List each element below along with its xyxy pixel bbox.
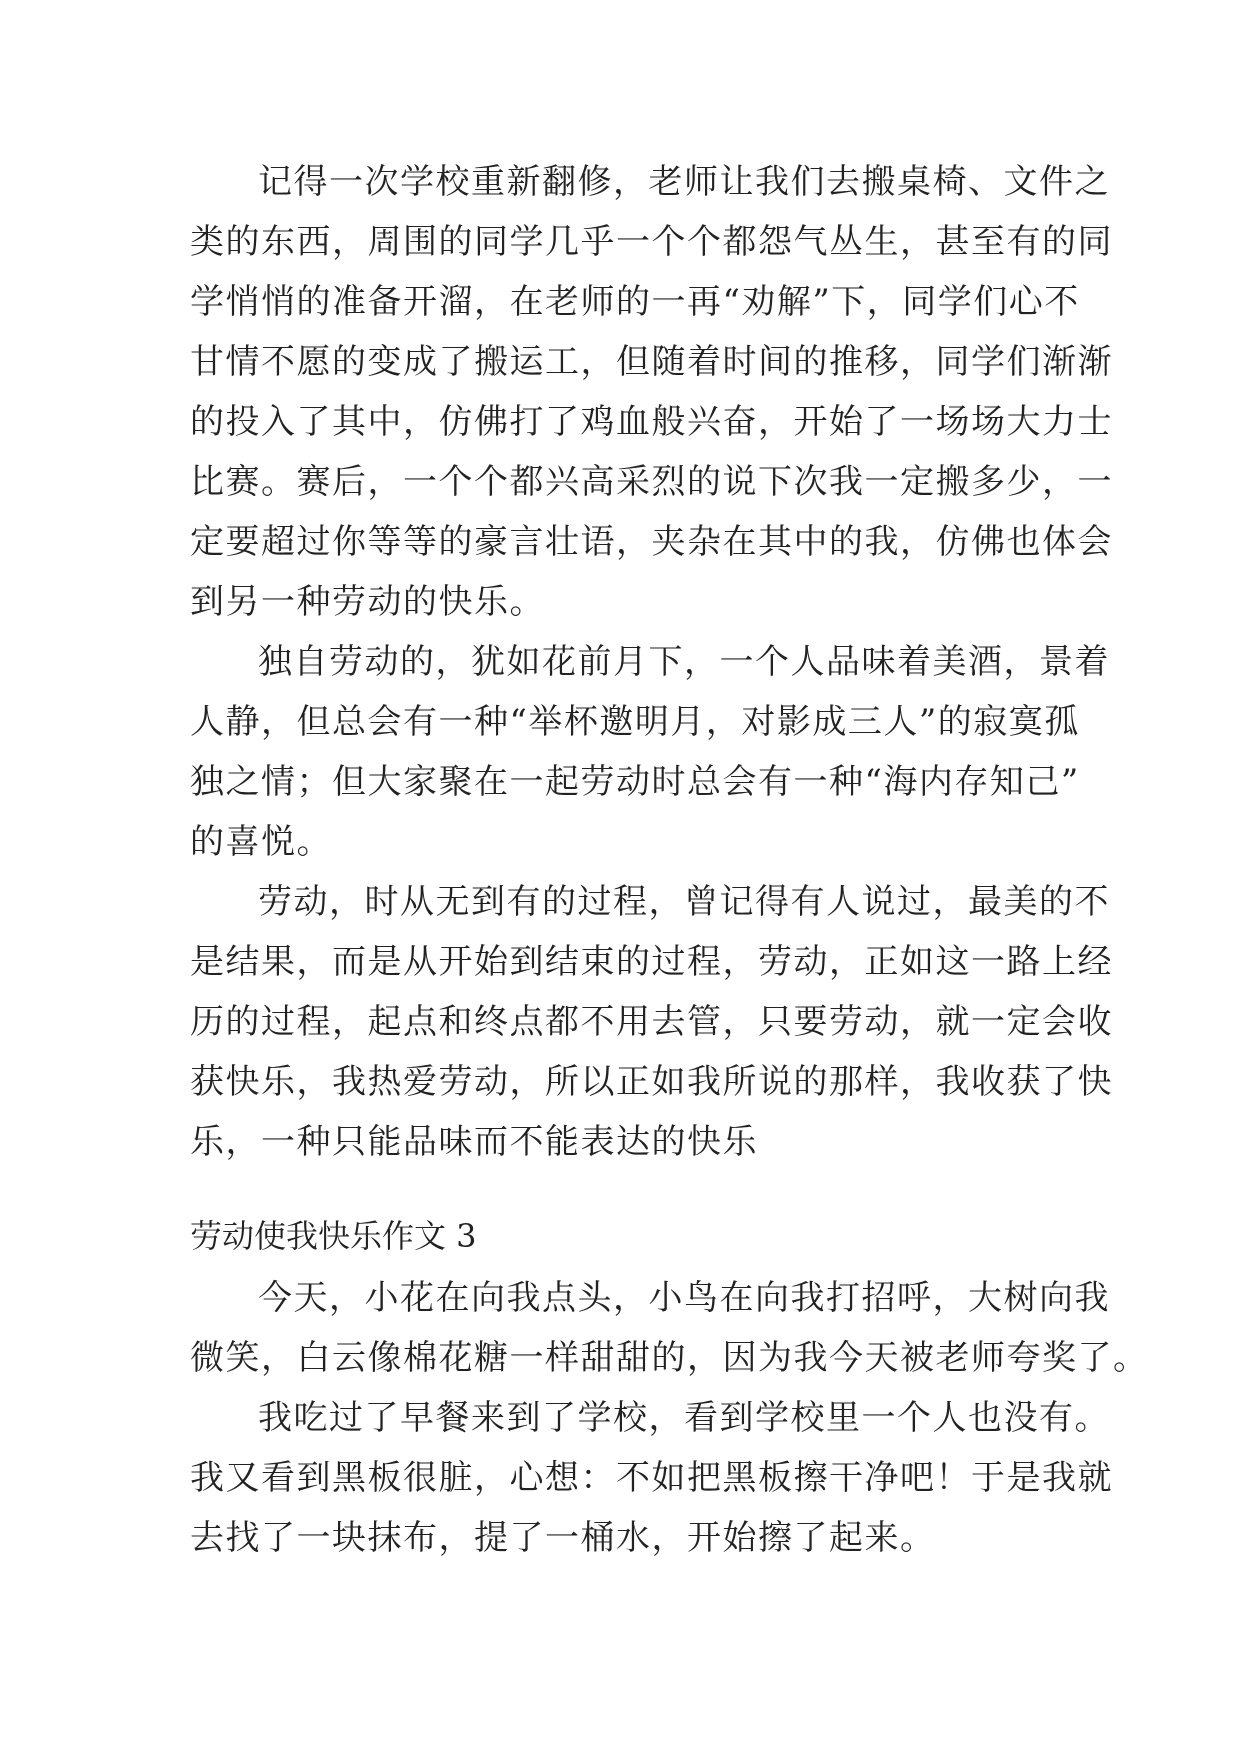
text-line: 微笑，白云像棉花糖一样甜甜的，因为我今天被老师夸奖了。 [190,1338,1149,1378]
text-line: 是结果，而是从开始到结束的过程，劳动，正如这一路上经 [190,942,1113,982]
text-line: 人静，但总会有一种“举杯邀明月，对影成三人”的寂寞孤 [190,702,1080,742]
text-line: 今天，小花在向我点头，小鸟在向我打招呼，大树向我 [258,1278,1110,1318]
text-line: 记得一次学校重新翻修，老师让我们去搬桌椅、文件之 [258,162,1110,202]
text-line: 的投入了其中，仿佛打了鸡血般兴奋，开始了一场场大力士 [190,402,1113,442]
paragraph-working-alone [190,632,1110,872]
section-heading-block [190,1206,1060,1266]
text-line: 我吃过了早餐来到了学校，看到学校里一个人也没有。 [258,1398,1110,1438]
text-line: 劳动，时从无到有的过程，曾记得有人说过，最美的不 [258,882,1110,922]
text-line: 定要超过你等等的豪言壮语，夹杂在其中的我，仿佛也体会 [190,522,1113,562]
text-line: 甘情不愿的变成了搬运工，但随着时间的推移，同学们渐渐 [190,342,1113,382]
text-line: 获快乐，我热爱劳动，所以正如我所说的那样，我收获了快 [190,1062,1113,1102]
text-line: 学悄悄的准备开溜，在老师的一再“劝解”下，同学们心不 [190,282,1080,322]
text-line: 独之情；但大家聚在一起劳动时总会有一种“海内存知己” [190,762,1080,802]
text-line: 乐，一种只能品味而不能表达的快乐 [190,1122,758,1162]
text-line: 去找了一块抹布，提了一桶水，开始擦了起来。 [190,1518,936,1558]
text-line: 到另一种劳动的快乐。 [190,582,545,622]
section-heading: 劳动使我快乐作文 3 [190,1217,477,1255]
text-line: 历的过程，起点和终点都不用去管，只要劳动，就一定会收 [190,1002,1113,1042]
text-line: 我又看到黑板很脏，心想：不如把黑板擦干净吧！于是我就 [190,1458,1113,1498]
paragraph-praise [190,1268,1149,1388]
paragraph-blackboard [190,1388,1113,1568]
paragraph-process [190,872,1113,1172]
paragraph-renovation [190,152,1113,632]
text-line: 独自劳动的，犹如花前月下，一个人品味着美酒，景着 [258,642,1110,682]
text-line: 比赛。赛后，一个个都兴高采烈的说下次我一定搬多少，一 [190,462,1113,502]
text-line: 的喜悦。 [190,822,332,862]
text-line: 类的东西，周围的同学几乎一个个都怨气丛生，甚至有的同 [190,222,1113,262]
